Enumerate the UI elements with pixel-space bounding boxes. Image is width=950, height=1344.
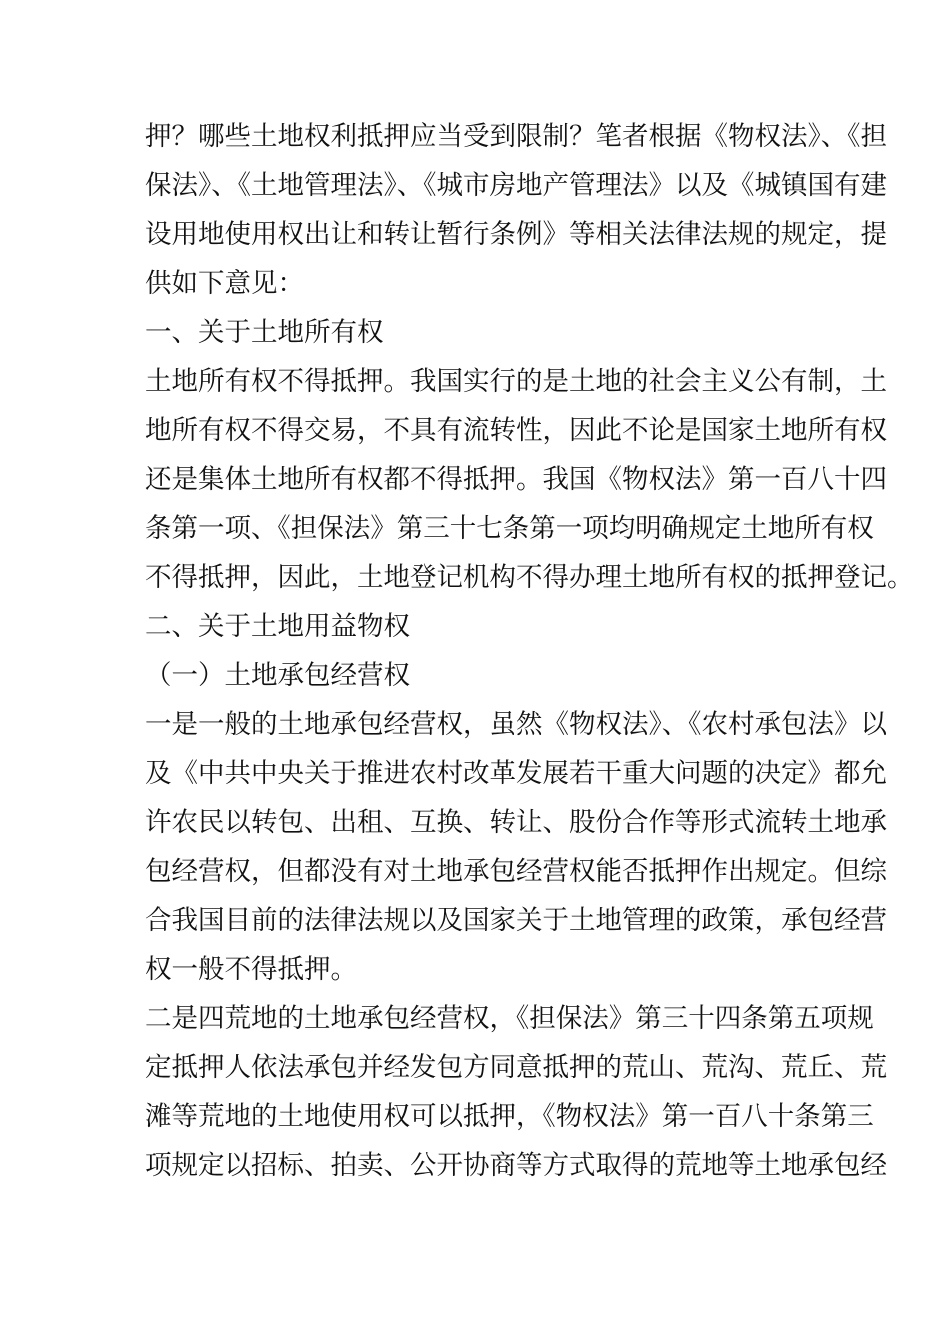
text-line: 二是四荒地的土地承包经营权，《担保法》第三十四条第五项规 <box>145 1003 874 1034</box>
text-line: （一）土地承包经营权 <box>145 660 410 691</box>
text-line: 不得抵押，因此，土地登记机构不得办理土地所有权的抵押登记。 <box>145 562 914 593</box>
text-line: 条第一项、《担保法》第三十七条第一项均明确规定土地所有权 <box>145 513 874 544</box>
text-line: 还是集体土地所有权都不得抵押。我国《物权法》第一百八十四 <box>145 464 887 495</box>
text-line: 权一般不得抵押。 <box>145 954 357 985</box>
document-body <box>145 112 914 1190</box>
text-line: 保法》、《土地管理法》、《城市房地产管理法》以及《城镇国有建 <box>145 170 887 201</box>
text-line: 一、关于土地所有权 <box>145 317 384 348</box>
text-line: 及《中共中央关于推进农村改革发展若干重大问题的决定》都允 <box>145 758 887 789</box>
text-line: 包经营权，但都没有对土地承包经营权能否抵押作出规定。但综 <box>145 856 887 887</box>
text-line: 地所有权不得交易，不具有流转性，因此不论是国家土地所有权 <box>145 415 887 446</box>
text-line: 二、关于土地用益物权 <box>145 611 410 642</box>
text-line: 定抵押人依法承包并经发包方同意抵押的荒山、荒沟、荒丘、荒 <box>145 1052 887 1083</box>
text-line: 土地所有权不得抵押。我国实行的是土地的社会主义公有制，土 <box>145 366 887 397</box>
text-line: 押？哪些土地权利抵押应当受到限制？笔者根据《物权法》、《担 <box>145 121 887 152</box>
text-line: 一是一般的土地承包经营权，虽然《物权法》、《农村承包法》以 <box>145 709 887 740</box>
text-line: 设用地使用权出让和转让暂行条例》等相关法律法规的规定，提 <box>145 219 887 250</box>
text-line: 项规定以招标、拍卖、公开协商等方式取得的荒地等土地承包经 <box>145 1150 887 1181</box>
text-line: 合我国目前的法律法规以及国家关于土地管理的政策，承包经营 <box>145 905 887 936</box>
text-line: 许农民以转包、出租、互换、转让、股份合作等形式流转土地承 <box>145 807 887 838</box>
text-line: 滩等荒地的土地使用权可以抵押，《物权法》第一百八十条第三 <box>145 1101 874 1132</box>
text-line: 供如下意见： <box>145 268 304 299</box>
